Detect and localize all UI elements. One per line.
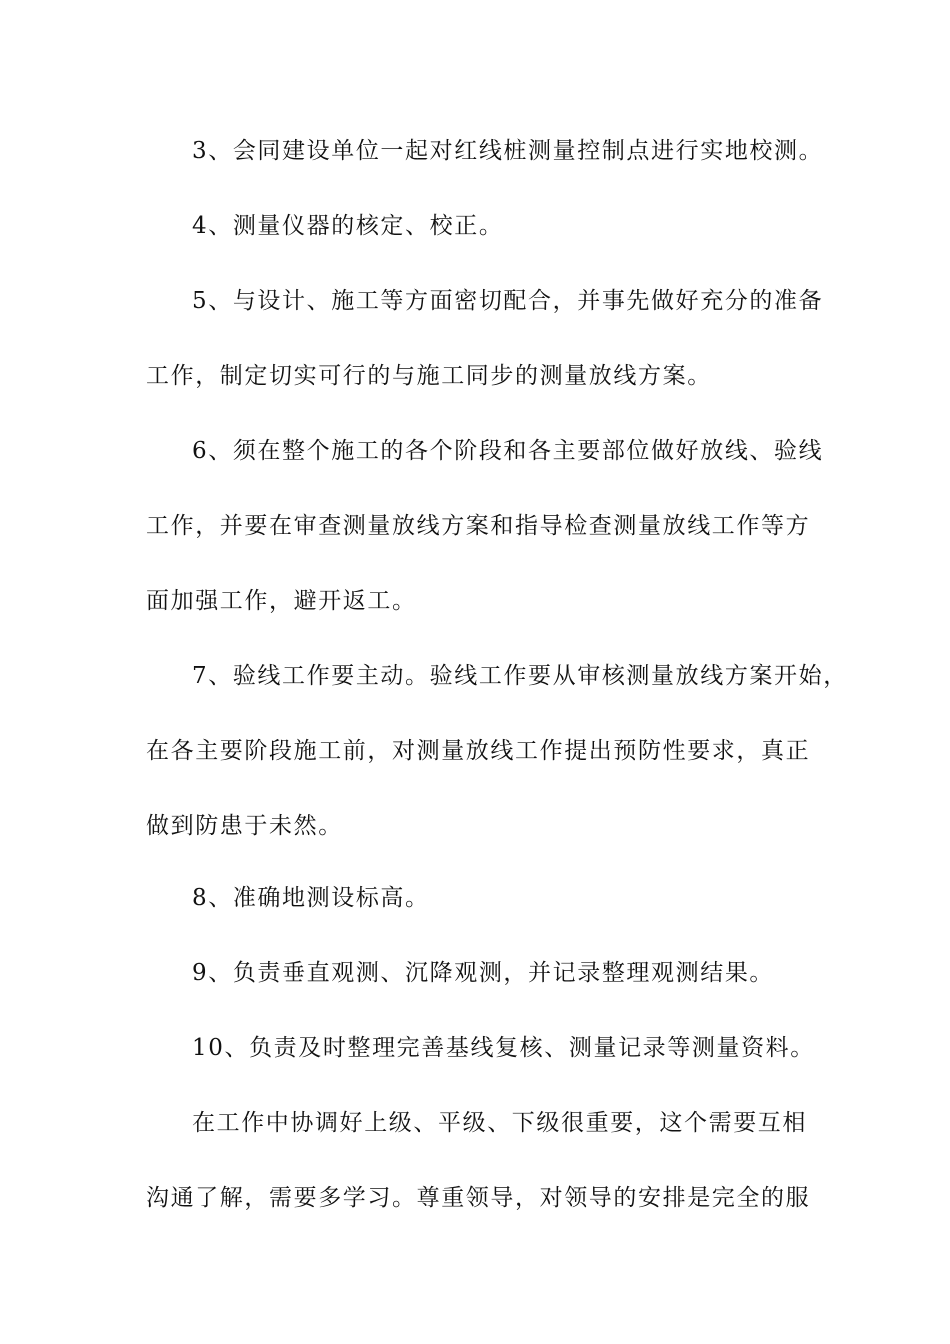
text-line-item-6-cont-1: 工作，并要在审查测量放线方案和指导检查测量放线工作等方 (146, 513, 811, 539)
text-line-item-5-start: 5、与设计、施工等方面密切配合，并事先做好充分的准备 (192, 288, 824, 314)
text-line-item-9: 9、负责垂直观测、沉降观测，并记录整理观测结果。 (192, 960, 775, 986)
text-line-item-3: 3、会同建设单位一起对红线桩测量控制点进行实地校测。 (192, 138, 824, 164)
text-line-item-7-cont-1: 在各主要阶段施工前，对测量放线工作提出预防性要求，真正 (146, 738, 811, 764)
text-line-paragraph-start: 在工作中协调好上级、平级、下级很重要，这个需要互相 (192, 1110, 807, 1136)
text-line-item-5-cont: 工作，制定切实可行的与施工同步的测量放线方案。 (146, 363, 712, 389)
text-line-item-8: 8、准确地测设标高。 (192, 885, 430, 911)
text-line-item-10: 10、负责及时整理完善基线复核、测量记录等测量资料。 (192, 1035, 815, 1061)
text-line-item-4: 4、测量仪器的核定、校正。 (192, 213, 504, 239)
text-line-paragraph-cont: 沟通了解，需要多学习。尊重领导，对领导的安排是完全的服 (146, 1185, 811, 1211)
text-line-item-6-start: 6、须在整个施工的各个阶段和各主要部位做好放线、验线 (192, 438, 824, 464)
text-line-item-7-start: 7、验线工作要主动。验线工作要从审核测量放线方案开始， (192, 663, 848, 689)
text-line-item-6-cont-2: 面加强工作，避开返工。 (146, 588, 417, 614)
text-line-item-7-cont-2: 做到防患于未然。 (146, 813, 343, 839)
